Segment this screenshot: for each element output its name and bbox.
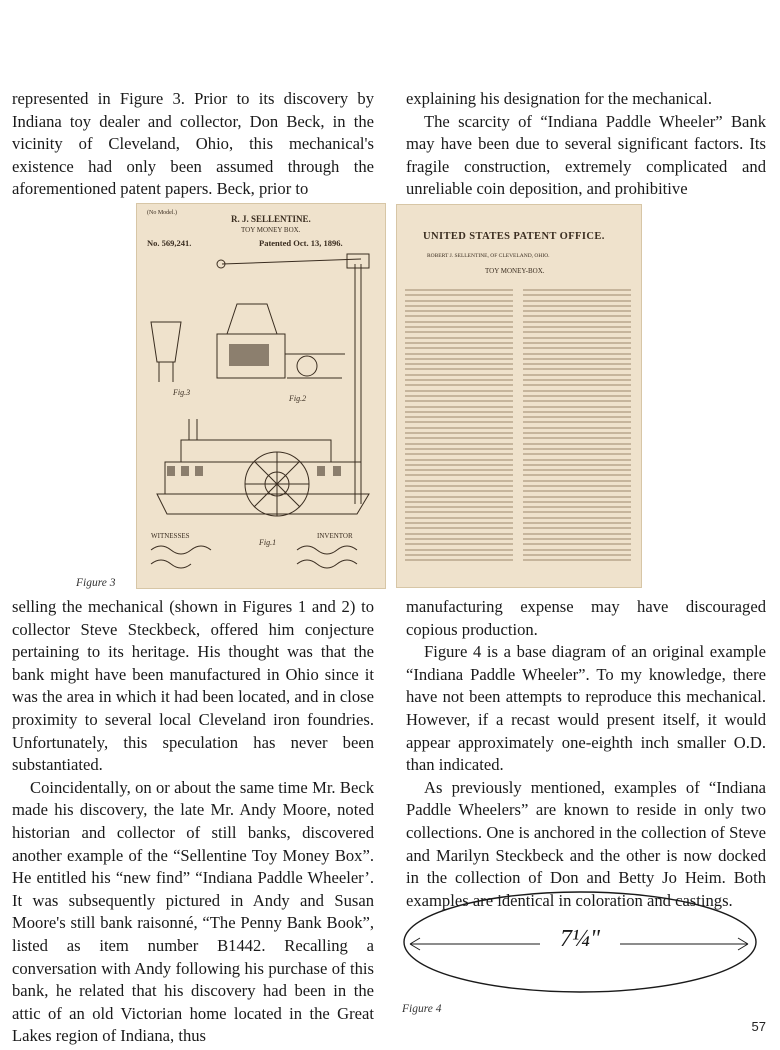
patent-text-title: TOY MONEY-BOX. (485, 267, 545, 275)
fig1-label: Fig.1 (259, 538, 277, 547)
paragraph: The scarcity of “Indiana Paddle Wheeler” Bank may have been due to several significant factors. Its fragile construction, extremely complicated and unreliable coin deposition, and prohibitive (406, 111, 766, 199)
paragraph: explaining his designation for the mechanical. (406, 89, 712, 108)
column-top-left (12, 88, 374, 201)
paragraph: selling the mechanical (shown in Figures 1 and 2) to collector Steve Steckbeck, offered him conjecture pertaining to its heritage. His thought was that the bank might have been manufactured in Ohio since it was the area in which it had been located, and in close proximity to several local Cleveland iron foundries. Unfortunately, this speculation has never been substantiated. (12, 597, 374, 775)
paragraph: manufacturing expense may have discouraged copious production. (406, 597, 766, 639)
patent-byline: ROBERT J. SELLENTINE, OF CLEVELAND, OHIO. (427, 253, 550, 259)
paragraph: represented in Figure 3. Prior to its discovery by Indiana toy dealer and collector, Don Beck, in the vicinity of Cleveland, Ohio, this mechanical's existence had only been assumed through the aforementioned patent papers. Beck, prior to (12, 89, 374, 199)
witnesses-label: WITNESSES (151, 532, 190, 540)
patent-model-note: (No Model.) (147, 210, 177, 216)
fig3-label: Fig.3 (173, 388, 191, 397)
patent-inventor-name: R. J. SELLENTINE. (231, 214, 311, 224)
fig2-label: Fig.2 (289, 394, 307, 403)
figure3-caption: Figure 3 (76, 577, 116, 589)
column-top-right (406, 88, 766, 201)
column-bottom-right (406, 596, 766, 912)
paragraph: Figure 4 is a base diagram of an original example “Indiana Paddle Wheeler”. To my knowledge, there have not been attempts to reproduce this mechanical. However, if a recast would present itself, it would appear approximately one-eighth inch smaller O.D. than indicated. (406, 642, 766, 775)
column-bottom-left (12, 596, 374, 1048)
patent-text-sheet (396, 204, 642, 588)
patent-text-body-left (405, 289, 513, 564)
page-number: 57 (751, 1019, 766, 1034)
inventor-label: INVENTOR (317, 532, 353, 540)
paragraph: As previously mentioned, examples of “Indiana Paddle Wheelers” are known to reside in only two collections. One is anchored in the collection of Steve and Marilyn Steckbeck and the other is now docked in the collection of Don and Betty Jo Heim. Both examples are identical in coloration and castings. (406, 777, 766, 910)
patent-date: Patented Oct. 13, 1896. (259, 238, 343, 248)
paragraph: Coincidentally, on or about the same time Mr. Beck made his discovery, the late Mr. Andy Moore, noted historian and collector of still banks, discovered another example of the “Sellentine Toy Money Box”. He entitled his “new find” “Indiana Paddle Wheeler’. It was subsequently pictured in Andy and Susan Moore's still bank raisonné, “The Penny Bank Book”, listed as item number B1442. Recalling a conversation with Andy following his purchase of this bank, he related that his discovery had been in the attic of an old Victorian home located in the Great Lakes region of Indiana, thus (12, 777, 374, 1046)
patent-text-body-right (523, 289, 631, 564)
patent-office-heading: UNITED STATES PATENT OFFICE. (423, 231, 605, 242)
dimension-label: 7¼" (560, 926, 601, 952)
patent-drawing-title: TOY MONEY BOX. (241, 226, 301, 234)
patent-number: No. 569,241. (147, 238, 192, 248)
figure4-caption: Figure 4 (402, 1003, 442, 1015)
patent-drawing-sheet (136, 203, 386, 589)
